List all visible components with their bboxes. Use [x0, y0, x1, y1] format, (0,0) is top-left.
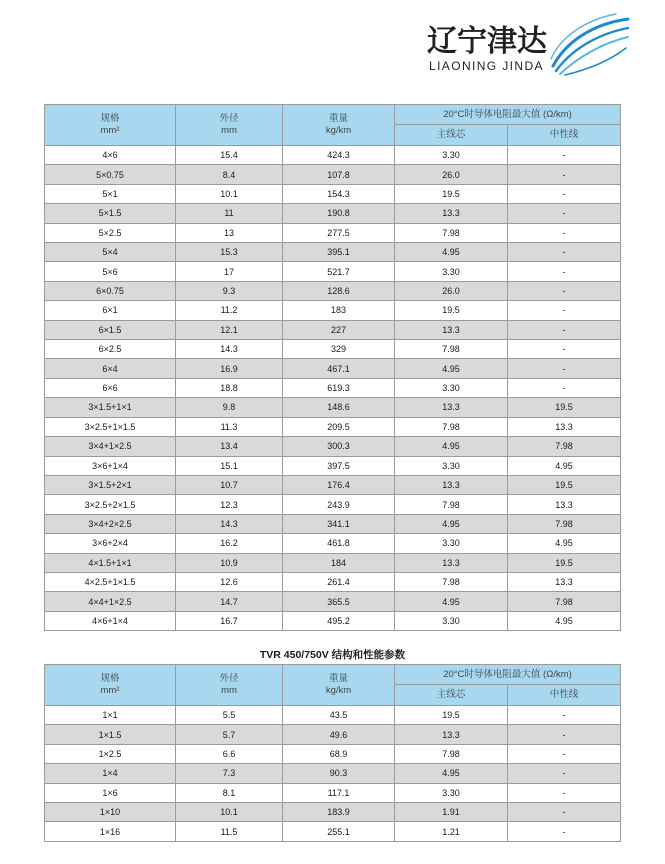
cell-resistance-neutral: -	[508, 282, 621, 301]
cell-weight: 397.5	[283, 457, 395, 476]
cell-resistance-neutral: 7.98	[508, 592, 621, 611]
cell-resistance-main: 13.3	[395, 476, 508, 495]
cell-resistance-main: 1.91	[395, 803, 508, 822]
cell-resistance-main: 3.30	[395, 262, 508, 281]
cell-spec: 4×2.5+1×1.5	[45, 573, 176, 592]
header-neutral: 中性线	[508, 685, 621, 706]
header-outer-diameter	[176, 665, 283, 706]
table-row	[45, 437, 621, 456]
cell-weight: 117.1	[283, 784, 395, 803]
cell-weight: 68.9	[283, 745, 395, 764]
cell-resistance-neutral: 13.3	[508, 573, 621, 592]
cell-weight: 183.9	[283, 803, 395, 822]
cell-spec: 3×4+2×2.5	[45, 515, 176, 534]
cell-outer-diameter: 14.7	[176, 592, 283, 611]
cell-resistance-main: 3.30	[395, 146, 508, 165]
cell-resistance-neutral: -	[508, 764, 621, 783]
cell-spec: 4×1.5+1×1	[45, 554, 176, 573]
table-row	[45, 515, 621, 534]
header-outer-diameter	[176, 105, 283, 146]
cell-outer-diameter: 10.9	[176, 554, 283, 573]
table-row	[45, 204, 621, 223]
cell-resistance-neutral: -	[508, 725, 621, 744]
cell-outer-diameter: 14.3	[176, 515, 283, 534]
header-outer-diameter-unit: mm	[221, 125, 237, 136]
cell-spec: 1×4	[45, 764, 176, 783]
cell-weight: 176.4	[283, 476, 395, 495]
cell-weight: 49.6	[283, 725, 395, 744]
cell-spec: 1×16	[45, 822, 176, 841]
cell-resistance-neutral: -	[508, 803, 621, 822]
cell-outer-diameter: 11.3	[176, 418, 283, 437]
cell-resistance-neutral: -	[508, 301, 621, 320]
header-spec-label: 规格	[100, 113, 120, 124]
table-row	[45, 398, 621, 417]
cell-resistance-neutral: -	[508, 146, 621, 165]
cell-resistance-neutral: 19.5	[508, 476, 621, 495]
cell-resistance-neutral: 4.95	[508, 457, 621, 476]
cell-spec: 6×1.5	[45, 321, 176, 340]
header-weight-label: 重量	[328, 673, 348, 684]
table-body	[45, 146, 621, 631]
cell-resistance-main: 7.98	[395, 224, 508, 243]
cell-outer-diameter: 17	[176, 262, 283, 281]
cell-resistance-neutral: -	[508, 359, 621, 378]
cell-resistance-neutral: -	[508, 321, 621, 340]
cell-weight: 365.5	[283, 592, 395, 611]
cell-weight: 424.3	[283, 146, 395, 165]
cell-weight: 261.4	[283, 573, 395, 592]
cell-outer-diameter: 12.1	[176, 321, 283, 340]
cell-resistance-main: 4.95	[395, 243, 508, 262]
table-row	[45, 534, 621, 553]
cell-resistance-neutral: -	[508, 706, 621, 725]
cell-outer-diameter: 12.3	[176, 495, 283, 514]
cell-resistance-main: 3.30	[395, 379, 508, 398]
table-row	[45, 262, 621, 281]
table-row	[45, 224, 621, 243]
cell-weight: 227	[283, 321, 395, 340]
cell-resistance-neutral: 19.5	[508, 554, 621, 573]
cell-weight: 277.5	[283, 224, 395, 243]
header-outer-diameter-label: 外径	[219, 673, 239, 684]
table-row	[45, 185, 621, 204]
cell-spec: 6×0.75	[45, 282, 176, 301]
table-title: TVR 450/750V 结构和性能参数	[259, 649, 406, 661]
cell-outer-diameter: 10.7	[176, 476, 283, 495]
cell-resistance-main: 13.3	[395, 204, 508, 223]
cell-resistance-main: 13.3	[395, 725, 508, 744]
cell-outer-diameter: 16.7	[176, 612, 283, 631]
table-row	[45, 359, 621, 378]
cell-spec: 5×0.75	[45, 165, 176, 184]
cell-spec: 6×4	[45, 359, 176, 378]
cell-spec: 1×10	[45, 803, 176, 822]
cell-weight: 521.7	[283, 262, 395, 281]
cell-resistance-main: 3.30	[395, 784, 508, 803]
cell-weight: 90.3	[283, 764, 395, 783]
cell-resistance-main: 13.3	[395, 398, 508, 417]
table-header	[45, 105, 621, 146]
header-spec	[45, 105, 176, 146]
header-neutral: 中性线	[508, 125, 621, 146]
cell-weight: 128.6	[283, 282, 395, 301]
cell-resistance-main: 19.5	[395, 185, 508, 204]
cell-spec: 3×6+1×4	[45, 457, 176, 476]
cell-weight: 107.8	[283, 165, 395, 184]
cell-resistance-main: 7.98	[395, 418, 508, 437]
table-row	[45, 301, 621, 320]
cell-outer-diameter: 13.4	[176, 437, 283, 456]
table-row	[45, 612, 621, 631]
cell-resistance-neutral: -	[508, 379, 621, 398]
cell-weight: 395.1	[283, 243, 395, 262]
cell-resistance-main: 7.98	[395, 573, 508, 592]
cell-resistance-main: 3.30	[395, 534, 508, 553]
cell-weight: 154.3	[283, 185, 395, 204]
cell-resistance-main: 3.30	[395, 612, 508, 631]
cell-resistance-main: 7.98	[395, 340, 508, 359]
table-header	[45, 665, 621, 706]
cell-resistance-main: 13.3	[395, 554, 508, 573]
cell-spec: 1×1	[45, 706, 176, 725]
cell-weight: 255.1	[283, 822, 395, 841]
cell-outer-diameter: 6.6	[176, 745, 283, 764]
table-row	[45, 457, 621, 476]
cell-resistance-main: 19.5	[395, 706, 508, 725]
table-row	[45, 476, 621, 495]
cell-weight: 461.8	[283, 534, 395, 553]
cell-spec: 5×2.5	[45, 224, 176, 243]
table-row	[45, 321, 621, 340]
cell-weight: 619.3	[283, 379, 395, 398]
cell-resistance-main: 1.21	[395, 822, 508, 841]
header-resistance: 20°C时导体电阻最大值 (Ω/km)	[395, 105, 621, 125]
header-spec-unit: mm²	[100, 125, 120, 136]
cell-resistance-main: 26.0	[395, 282, 508, 301]
cell-outer-diameter: 15.4	[176, 146, 283, 165]
cell-outer-diameter: 5.5	[176, 706, 283, 725]
cell-spec: 5×6	[45, 262, 176, 281]
header-outer-diameter-label: 外径	[219, 113, 239, 124]
cell-resistance-main: 4.95	[395, 764, 508, 783]
cell-outer-diameter: 13	[176, 224, 283, 243]
table-row	[45, 745, 621, 764]
cell-spec: 6×2.5	[45, 340, 176, 359]
cell-resistance-neutral: 13.3	[508, 418, 621, 437]
header-spec	[45, 665, 176, 706]
cell-outer-diameter: 8.4	[176, 165, 283, 184]
cell-resistance-neutral: -	[508, 822, 621, 841]
table-row	[45, 764, 621, 783]
cell-resistance-neutral: -	[508, 224, 621, 243]
cell-spec: 3×4+1×2.5	[45, 437, 176, 456]
cell-spec: 6×6	[45, 379, 176, 398]
cell-spec: 1×6	[45, 784, 176, 803]
cell-resistance-neutral: -	[508, 340, 621, 359]
cell-outer-diameter: 11.5	[176, 822, 283, 841]
cell-spec: 4×6+1×4	[45, 612, 176, 631]
table-row	[45, 379, 621, 398]
header-weight-label: 重量	[328, 113, 348, 124]
tvr-spec-table	[44, 664, 621, 842]
table-row	[45, 822, 621, 841]
cell-weight: 300.3	[283, 437, 395, 456]
cell-resistance-neutral: 7.98	[508, 437, 621, 456]
cell-outer-diameter: 15.1	[176, 457, 283, 476]
cell-resistance-main: 4.95	[395, 592, 508, 611]
table-row	[45, 592, 621, 611]
header-spec-unit: mm²	[100, 685, 120, 696]
cell-resistance-neutral: -	[508, 745, 621, 764]
cell-resistance-main: 4.95	[395, 515, 508, 534]
cell-spec: 3×1.5+1×1	[45, 398, 176, 417]
table-row	[45, 784, 621, 803]
table-row	[45, 282, 621, 301]
cell-weight: 148.6	[283, 398, 395, 417]
cell-resistance-neutral: 19.5	[508, 398, 621, 417]
cell-resistance-main: 3.30	[395, 457, 508, 476]
header-weight-unit: kg/km	[325, 125, 352, 136]
brand-name-en: LIAONING JINDA	[429, 59, 544, 73]
cell-outer-diameter: 15.3	[176, 243, 283, 262]
cell-spec: 3×1.5+2×1	[45, 476, 176, 495]
cell-outer-diameter: 16.2	[176, 534, 283, 553]
header-spec-label: 规格	[100, 673, 120, 684]
cell-outer-diameter: 12.6	[176, 573, 283, 592]
cell-spec: 3×2.5+2×1.5	[45, 495, 176, 514]
header-weight	[283, 665, 395, 706]
cell-resistance-neutral: -	[508, 784, 621, 803]
cell-weight: 467.1	[283, 359, 395, 378]
table-row	[45, 495, 621, 514]
cell-spec: 5×1.5	[45, 204, 176, 223]
table-body	[45, 706, 621, 842]
cell-resistance-neutral: 4.95	[508, 534, 621, 553]
table-row	[45, 243, 621, 262]
cell-outer-diameter: 8.1	[176, 784, 283, 803]
cell-spec: 1×2.5	[45, 745, 176, 764]
cell-resistance-neutral: -	[508, 262, 621, 281]
cell-resistance-neutral: -	[508, 243, 621, 262]
cell-resistance-neutral: 13.3	[508, 495, 621, 514]
cell-outer-diameter: 5.7	[176, 725, 283, 744]
header-main-core: 主线芯	[395, 125, 508, 146]
cell-spec: 1×1.5	[45, 725, 176, 744]
header-main-core: 主线芯	[395, 685, 508, 706]
cell-outer-diameter: 7.3	[176, 764, 283, 783]
cell-resistance-neutral: -	[508, 165, 621, 184]
cell-weight: 183	[283, 301, 395, 320]
cell-weight: 209.5	[283, 418, 395, 437]
cell-spec: 3×2.5+1×1.5	[45, 418, 176, 437]
cell-spec: 6×1	[45, 301, 176, 320]
table-row	[45, 146, 621, 165]
header-weight-unit: kg/km	[325, 685, 352, 696]
cell-weight: 184	[283, 554, 395, 573]
cell-resistance-main: 26.0	[395, 165, 508, 184]
table-row	[45, 340, 621, 359]
cell-resistance-neutral: 7.98	[508, 515, 621, 534]
cell-weight: 243.9	[283, 495, 395, 514]
cell-weight: 341.1	[283, 515, 395, 534]
cell-outer-diameter: 16.9	[176, 359, 283, 378]
header-weight	[283, 105, 395, 146]
table-row	[45, 725, 621, 744]
cell-resistance-main: 7.98	[395, 495, 508, 514]
cell-spec: 5×1	[45, 185, 176, 204]
cell-outer-diameter: 9.8	[176, 398, 283, 417]
cell-resistance-main: 7.98	[395, 745, 508, 764]
cell-resistance-main: 13.3	[395, 321, 508, 340]
cell-spec: 4×4+1×2.5	[45, 592, 176, 611]
brand-name-cn: 辽宁津达	[427, 24, 547, 59]
cell-weight: 190.8	[283, 204, 395, 223]
cell-outer-diameter: 11	[176, 204, 283, 223]
cell-resistance-neutral: 4.95	[508, 612, 621, 631]
cell-resistance-main: 19.5	[395, 301, 508, 320]
table-row	[45, 165, 621, 184]
cell-spec: 3×6+2×4	[45, 534, 176, 553]
cell-outer-diameter: 10.1	[176, 803, 283, 822]
cell-outer-diameter: 11.2	[176, 301, 283, 320]
cell-resistance-neutral: -	[508, 185, 621, 204]
header-outer-diameter-unit: mm	[221, 685, 237, 696]
cell-resistance-neutral: -	[508, 204, 621, 223]
table-row	[45, 706, 621, 725]
cell-resistance-main: 4.95	[395, 437, 508, 456]
cell-outer-diameter: 14.3	[176, 340, 283, 359]
logo-swoosh-icon	[550, 12, 630, 76]
cell-weight: 329	[283, 340, 395, 359]
cell-weight: 495.2	[283, 612, 395, 631]
table-row	[45, 554, 621, 573]
cell-spec: 5×4	[45, 243, 176, 262]
table-row	[45, 573, 621, 592]
cell-resistance-main: 4.95	[395, 359, 508, 378]
header-resistance: 20°C时导体电阻最大值 (Ω/km)	[395, 665, 621, 685]
cell-outer-diameter: 18.8	[176, 379, 283, 398]
table-row	[45, 418, 621, 437]
cell-spec: 4×6	[45, 146, 176, 165]
cell-outer-diameter: 10.1	[176, 185, 283, 204]
spec-table	[44, 104, 621, 631]
cell-outer-diameter: 9.3	[176, 282, 283, 301]
table-row	[45, 803, 621, 822]
cell-weight: 43.5	[283, 706, 395, 725]
